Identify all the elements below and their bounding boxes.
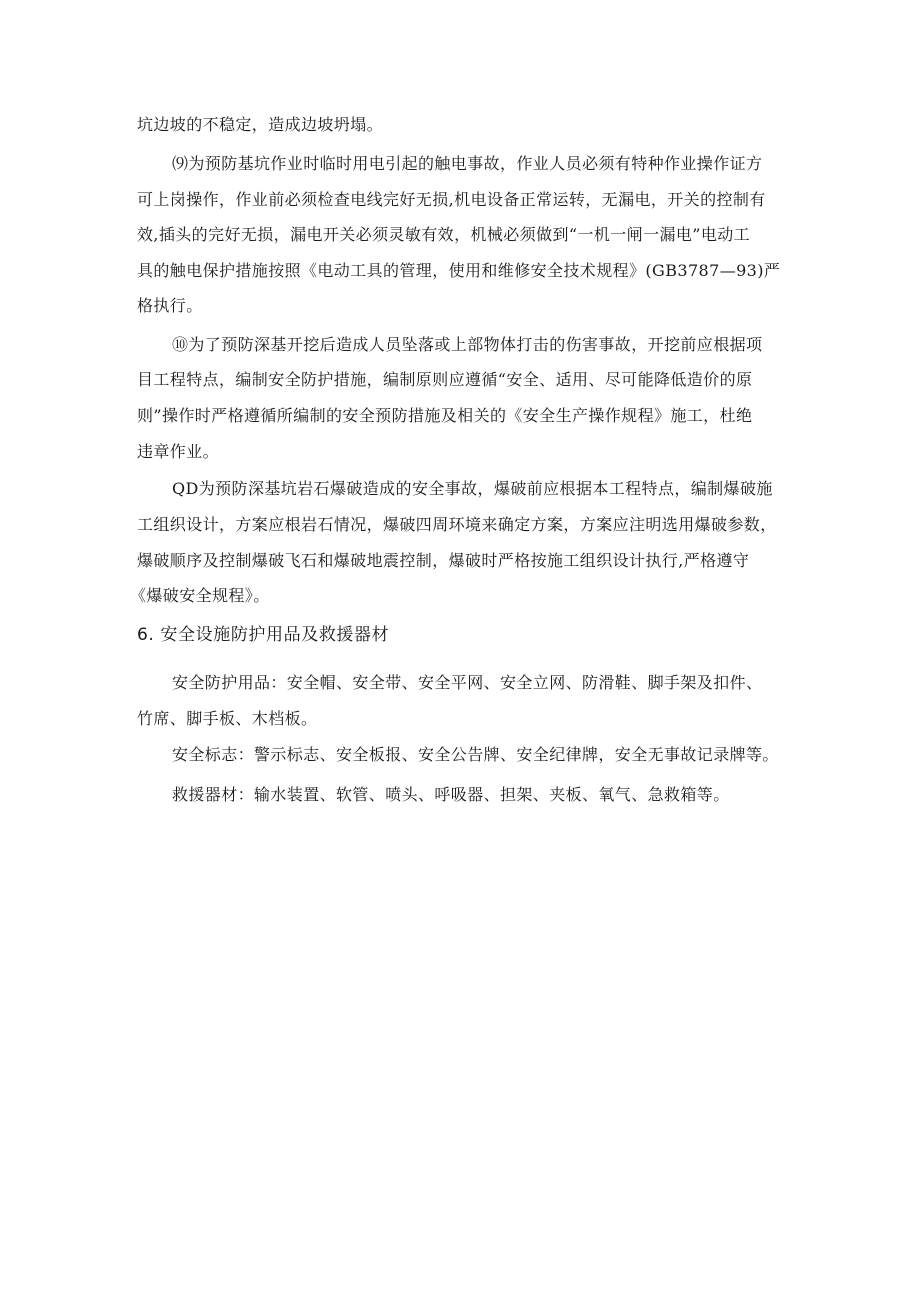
text-line: ⑼为预防基坑作业时临时用电引起的触电事故，作业人员必须有特种作业操作证方 xyxy=(172,154,763,173)
text-line: 爆破顺序及控制爆破飞石和爆破地震控制，爆破时严格按施工组织设计执行,严格遵守 xyxy=(137,551,750,570)
text-line: 具的触电保护措施按照《电动工具的管理，使用和维修安全技术规程》(GB3787—93)严 xyxy=(137,261,781,280)
text-line: 效,插头的完好无损，漏电开关必须灵敏有效，机械必须做到“一机一闸一漏电”电动工 xyxy=(137,225,751,244)
text-line: QD为预防深基坑岩石爆破造成的安全事故，爆破前应根据本工程特点，编制爆破施 xyxy=(172,479,773,498)
text-line: 目工程特点，编制安全防护措施，编制原则应遵循“安全、适用、尽可能降低造价的原 xyxy=(137,370,753,389)
text-line: 违章作业。 xyxy=(137,442,220,461)
text-line: 安全防护用品：安全帽、安全带、安全平网、安全立网、防滑鞋、脚手架及扣件、 xyxy=(172,673,763,692)
text-line: 格执行。 xyxy=(137,296,203,315)
text-line: 工组织设计，方案应根岩石情况，爆破四周环境来确定方案，方案应注明选用爆破参数， xyxy=(137,515,777,534)
text-line: ⑩为了预防深基开挖后造成人员坠落或上部物体打击的伤害事故，开挖前应根据项 xyxy=(172,335,763,354)
text-line: 安全标志：警示标志、安全板报、安全公告牌、安全纪律牌，安全无事故记录牌等。 xyxy=(172,745,779,764)
text-line: 坑边坡的不稳定，造成边坡坍塌。 xyxy=(137,115,384,134)
text-line: 竹席、脚手板、木档板。 xyxy=(137,709,318,728)
text-line: 《爆破安全规程》。 xyxy=(130,586,270,605)
text-line: 则”操作时严格遵循所编制的安全预防措施及相关的《安全生产操作规程》施工，杜绝 xyxy=(137,406,753,425)
text-line: 可上岗操作，作业前必须检查电线完好无损,机电设备正常运转，无漏电，开关的控制有 xyxy=(137,190,766,209)
section-heading: 6. 安全设施防护用品及救援器材 xyxy=(137,625,390,645)
text-line: 救援器材：输水装置、软管、喷头、呼吸器、担架、夹板、氧气、急救箱等。 xyxy=(172,785,730,804)
